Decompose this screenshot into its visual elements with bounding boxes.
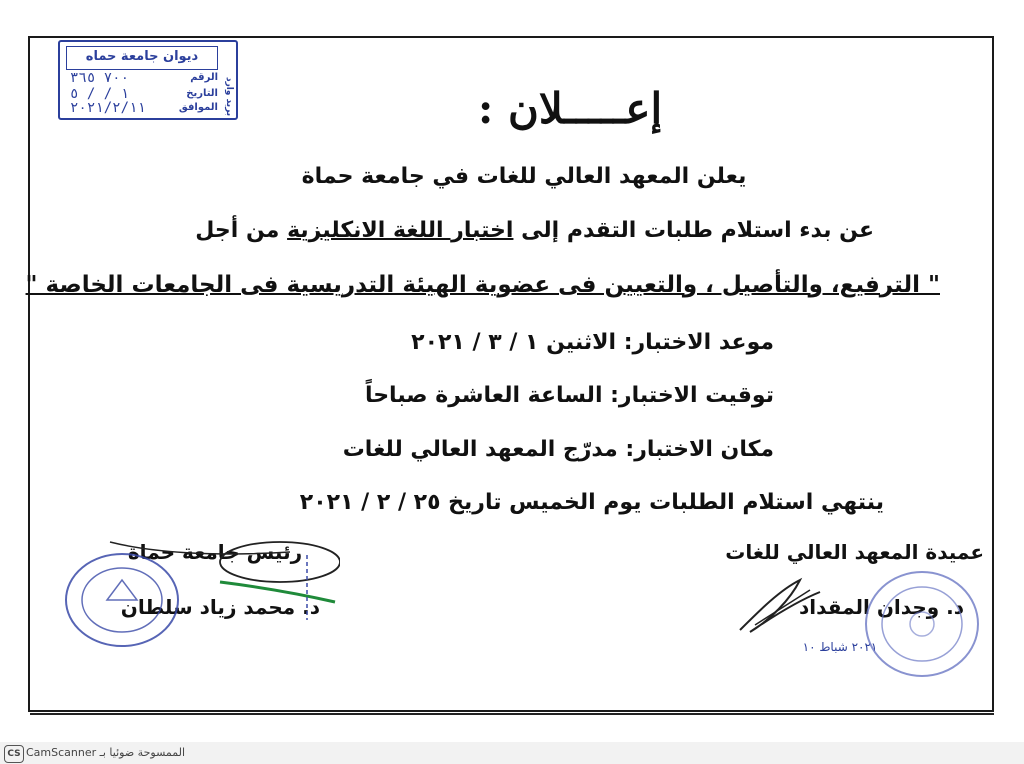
exam-date-line: موعد الاختبار: الاثنين ١ / ٣ / ٢٠٢١ bbox=[411, 330, 774, 355]
side-mark bbox=[292, 550, 322, 630]
institute-seal bbox=[862, 568, 982, 680]
body-line-2-underlined: اختبار اللغة الانكليزية bbox=[287, 218, 514, 243]
stamp-value: ٢٠٢١/٢/١١ bbox=[70, 100, 146, 116]
exam-time-line: توقيت الاختبار: الساعة العاشرة صباحاً bbox=[364, 383, 774, 408]
incoming-mail-stamp bbox=[58, 40, 238, 120]
dean-signature bbox=[730, 570, 830, 640]
president-title: رئيس جامعة حماة bbox=[127, 540, 303, 564]
stamp-value: ١ / / ٥ bbox=[70, 86, 130, 102]
dean-name: د. وجدان المقداد bbox=[799, 595, 964, 619]
exam-place-line: مكان الاختبار: مدرّج المعهد العالي للغات bbox=[342, 437, 774, 462]
camscanner-text: الممسوحة ضوئيا بـ CamScanner bbox=[26, 746, 186, 759]
stamp-side-label: بريد وارد bbox=[224, 76, 234, 116]
body-line-3: " الترفيع، والتأصيل ، والتعيين فى عضوية الهيئة التدريسية فى الجامعات الخاصة " bbox=[25, 272, 940, 298]
body-line-2-suffix: من أجل bbox=[195, 218, 288, 243]
camscanner-icon: CS bbox=[4, 745, 24, 763]
announcement-heading: إعـــــلان : bbox=[477, 84, 663, 133]
stamp-value: ٧٠٠ ٣٦٥ bbox=[70, 70, 130, 86]
body-line-1: يعلن المعهد العالي للغات في جامعة حماة bbox=[301, 164, 747, 189]
stamp-label: الرقم bbox=[190, 72, 218, 83]
stamp-label: الموافق bbox=[178, 102, 218, 113]
stamp-title: ديوان جامعة حماه bbox=[66, 46, 218, 70]
president-name: د. محمد زياد سلطان bbox=[120, 595, 320, 619]
deadline-line: ينتهي استلام الطلبات يوم الخميس تاريخ ٢٥ / ٢ / ٢٠٢١ bbox=[299, 490, 884, 515]
stamp-label: التاريخ bbox=[186, 88, 218, 99]
handwritten-date: ٢٠٢١ شباط ١٠ bbox=[802, 640, 878, 654]
stamp-row-corresponding bbox=[66, 100, 218, 118]
body-line-2 bbox=[154, 218, 874, 243]
body-line-2-prefix: عن بدء استلام طلبات التقدم إلى bbox=[513, 218, 874, 243]
dean-title: عميدة المعهد العالي للغات bbox=[725, 540, 984, 564]
bottom-rule bbox=[30, 713, 994, 715]
